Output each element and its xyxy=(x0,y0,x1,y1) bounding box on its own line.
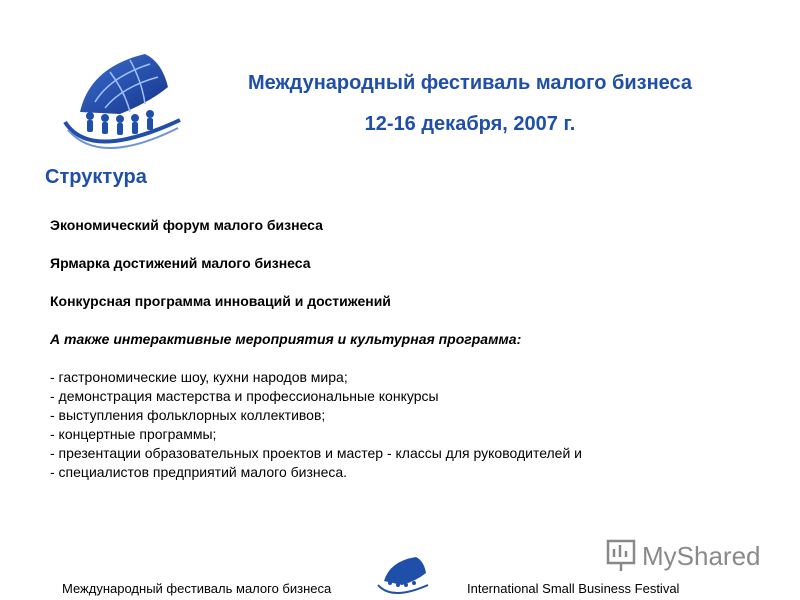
structure-item: Конкурсная программа инноваций и достижений xyxy=(50,293,391,309)
festival-dates: 12-16 декабря, 2007 г. xyxy=(364,113,576,135)
also-heading: А также интерактивные мероприятия и культурная программа: xyxy=(50,331,522,347)
footer-left-text: Международный фестиваль малого бизнеса xyxy=(62,581,332,596)
bullet-item: - презентации образовательных проектов и мастер - классы для руководителей и xyxy=(50,445,582,461)
festival-title: Международный фестиваль малого бизнеса xyxy=(247,72,693,94)
structure-item: Ярмарка достижений малого бизнеса xyxy=(50,255,311,271)
bullet-item: - демонстрация мастерства и профессиональные конкурсы xyxy=(50,388,439,404)
bullet-item: - специалистов предприятий малого бизнеса. xyxy=(50,464,348,480)
presentation-icon xyxy=(608,541,634,571)
bullet-item: - гастрономические шоу, кухни народов мира; xyxy=(50,369,348,385)
section-title: Структура xyxy=(45,166,147,188)
svg-text:MyShared: MyShared xyxy=(642,541,761,571)
footer-logo xyxy=(372,553,432,597)
structure-item: Экономический форум малого бизнеса xyxy=(50,217,323,233)
structure-content xyxy=(50,216,770,482)
bullet-item: - выступления фольклорных коллективов; xyxy=(50,407,326,423)
myshared-watermark xyxy=(600,535,770,575)
footer-right-text: International Small Business Festival xyxy=(467,581,680,596)
bullet-item: - концертные программы; xyxy=(50,426,217,442)
